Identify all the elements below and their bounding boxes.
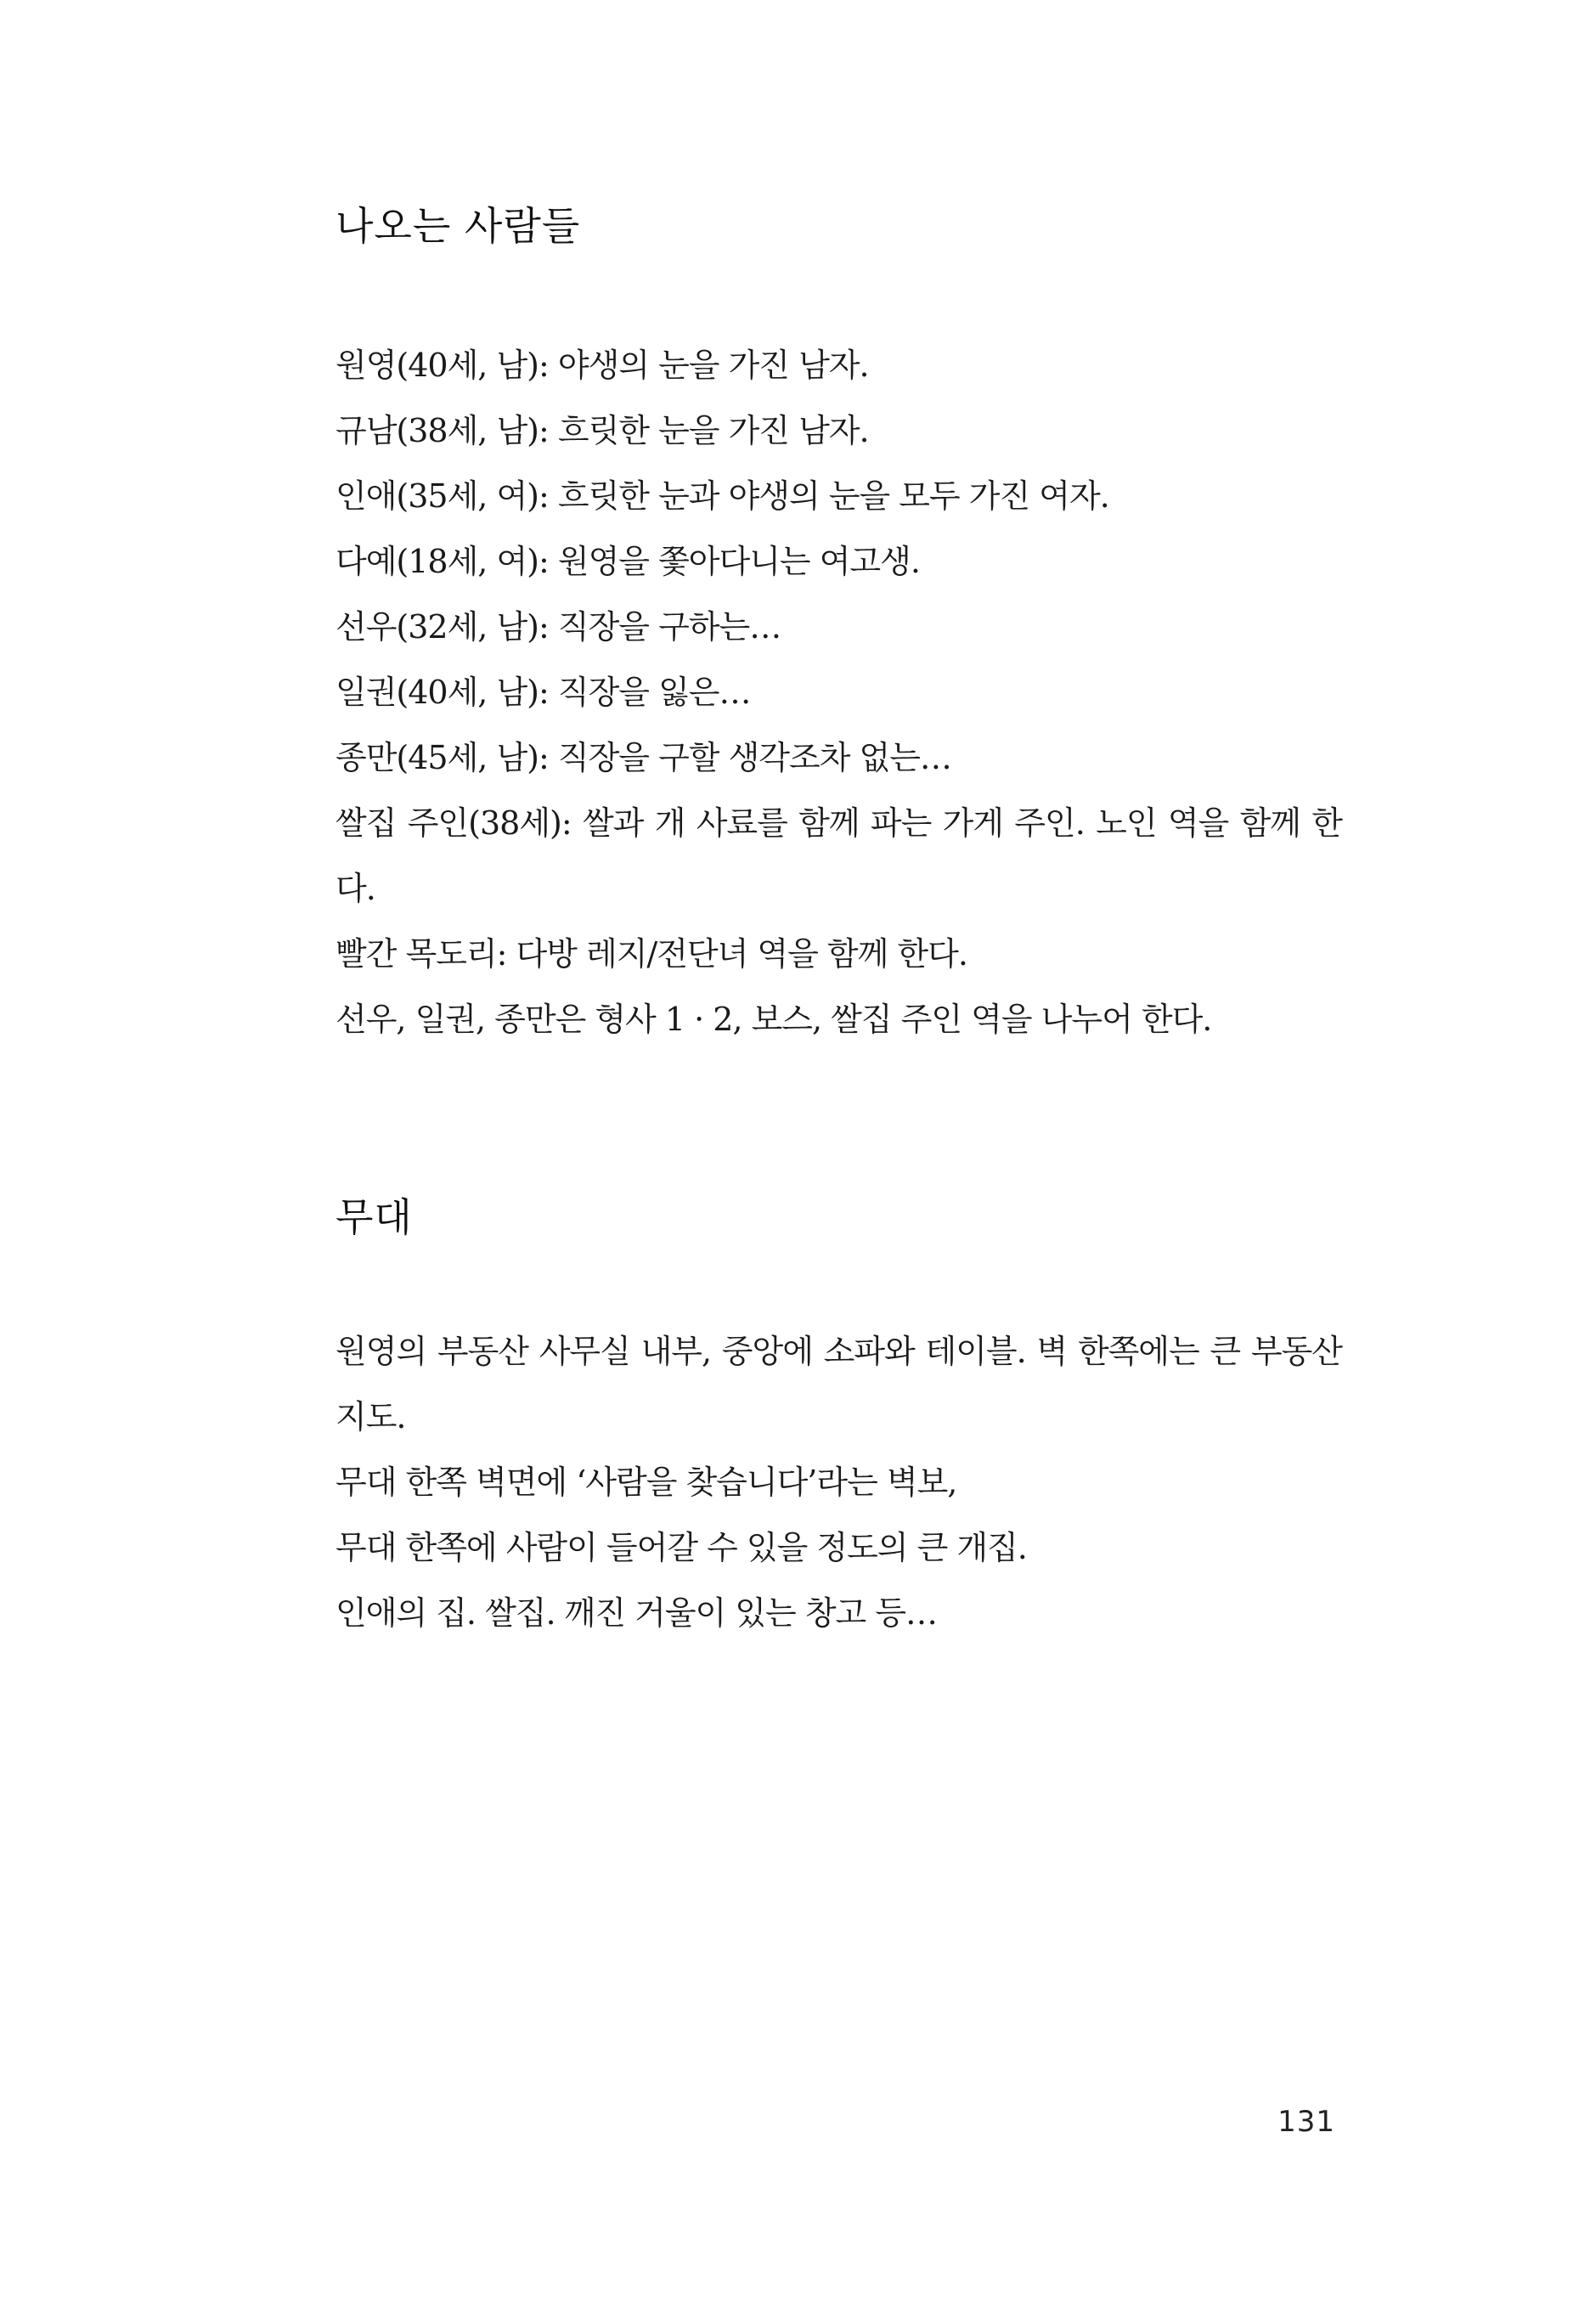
stage-line-other-locations: 인애의 집. 쌀집. 깨진 거울이 있는 창고 등…	[336, 1594, 938, 1632]
cast-line-jongman: 종만(45세, 남): 직장을 구할 생각조차 없는…	[336, 739, 951, 776]
cast-line-role-doubling-note: 선우, 일권, 종만은 형사 1 · 2, 보스, 쌀집 주인 역을 나누어 한다.	[336, 1001, 1212, 1038]
cast-heading: 나오는 사람들	[336, 203, 581, 249]
cast-line-rice-shop-owner: 쌀집 주인(38세): 쌀과 개 사료를 함께 파는 가게 주인. 노인 역을 함께 한다.	[336, 804, 1342, 907]
cast-line-ilgwon: 일권(40세, 남): 직장을 잃은…	[336, 674, 751, 711]
cast-list	[336, 333, 1342, 1052]
stage-heading: 무대	[336, 1194, 413, 1240]
cast-line-red-scarf: 빨간 목도리: 다방 레지/전단녀 역을 함께 한다.	[336, 935, 967, 973]
stage-line-poster: 무대 한쪽 벽면에 ‘사람을 찾습니다’라는 벽보,	[336, 1464, 957, 1501]
cast-line-seonwoo: 선우(32세, 남): 직장을 구하는…	[336, 608, 781, 646]
cast-line-wonyoung: 원영(40세, 남): 야생의 눈을 가진 남자.	[336, 347, 869, 384]
page-number: 131	[1277, 2105, 1335, 2139]
stage-line-doghouse: 무대 한쪽에 사람이 들어갈 수 있을 정도의 큰 개집.	[336, 1529, 1027, 1566]
cast-line-gyunam: 규남(38세, 남): 흐릿한 눈을 가진 남자.	[336, 412, 869, 449]
stage-description	[336, 1319, 1342, 1646]
stage-line-office: 원영의 부동산 사무실 내부, 중앙에 소파와 테이블. 벽 한쪽에는 큰 부동산 지도.	[336, 1333, 1342, 1436]
cast-line-daye: 다예(18세, 여): 원영을 쫓아다니는 여고생.	[336, 543, 920, 580]
cast-line-inae: 인애(35세, 여): 흐릿한 눈과 야생의 눈을 모두 가진 여자.	[336, 477, 1109, 515]
